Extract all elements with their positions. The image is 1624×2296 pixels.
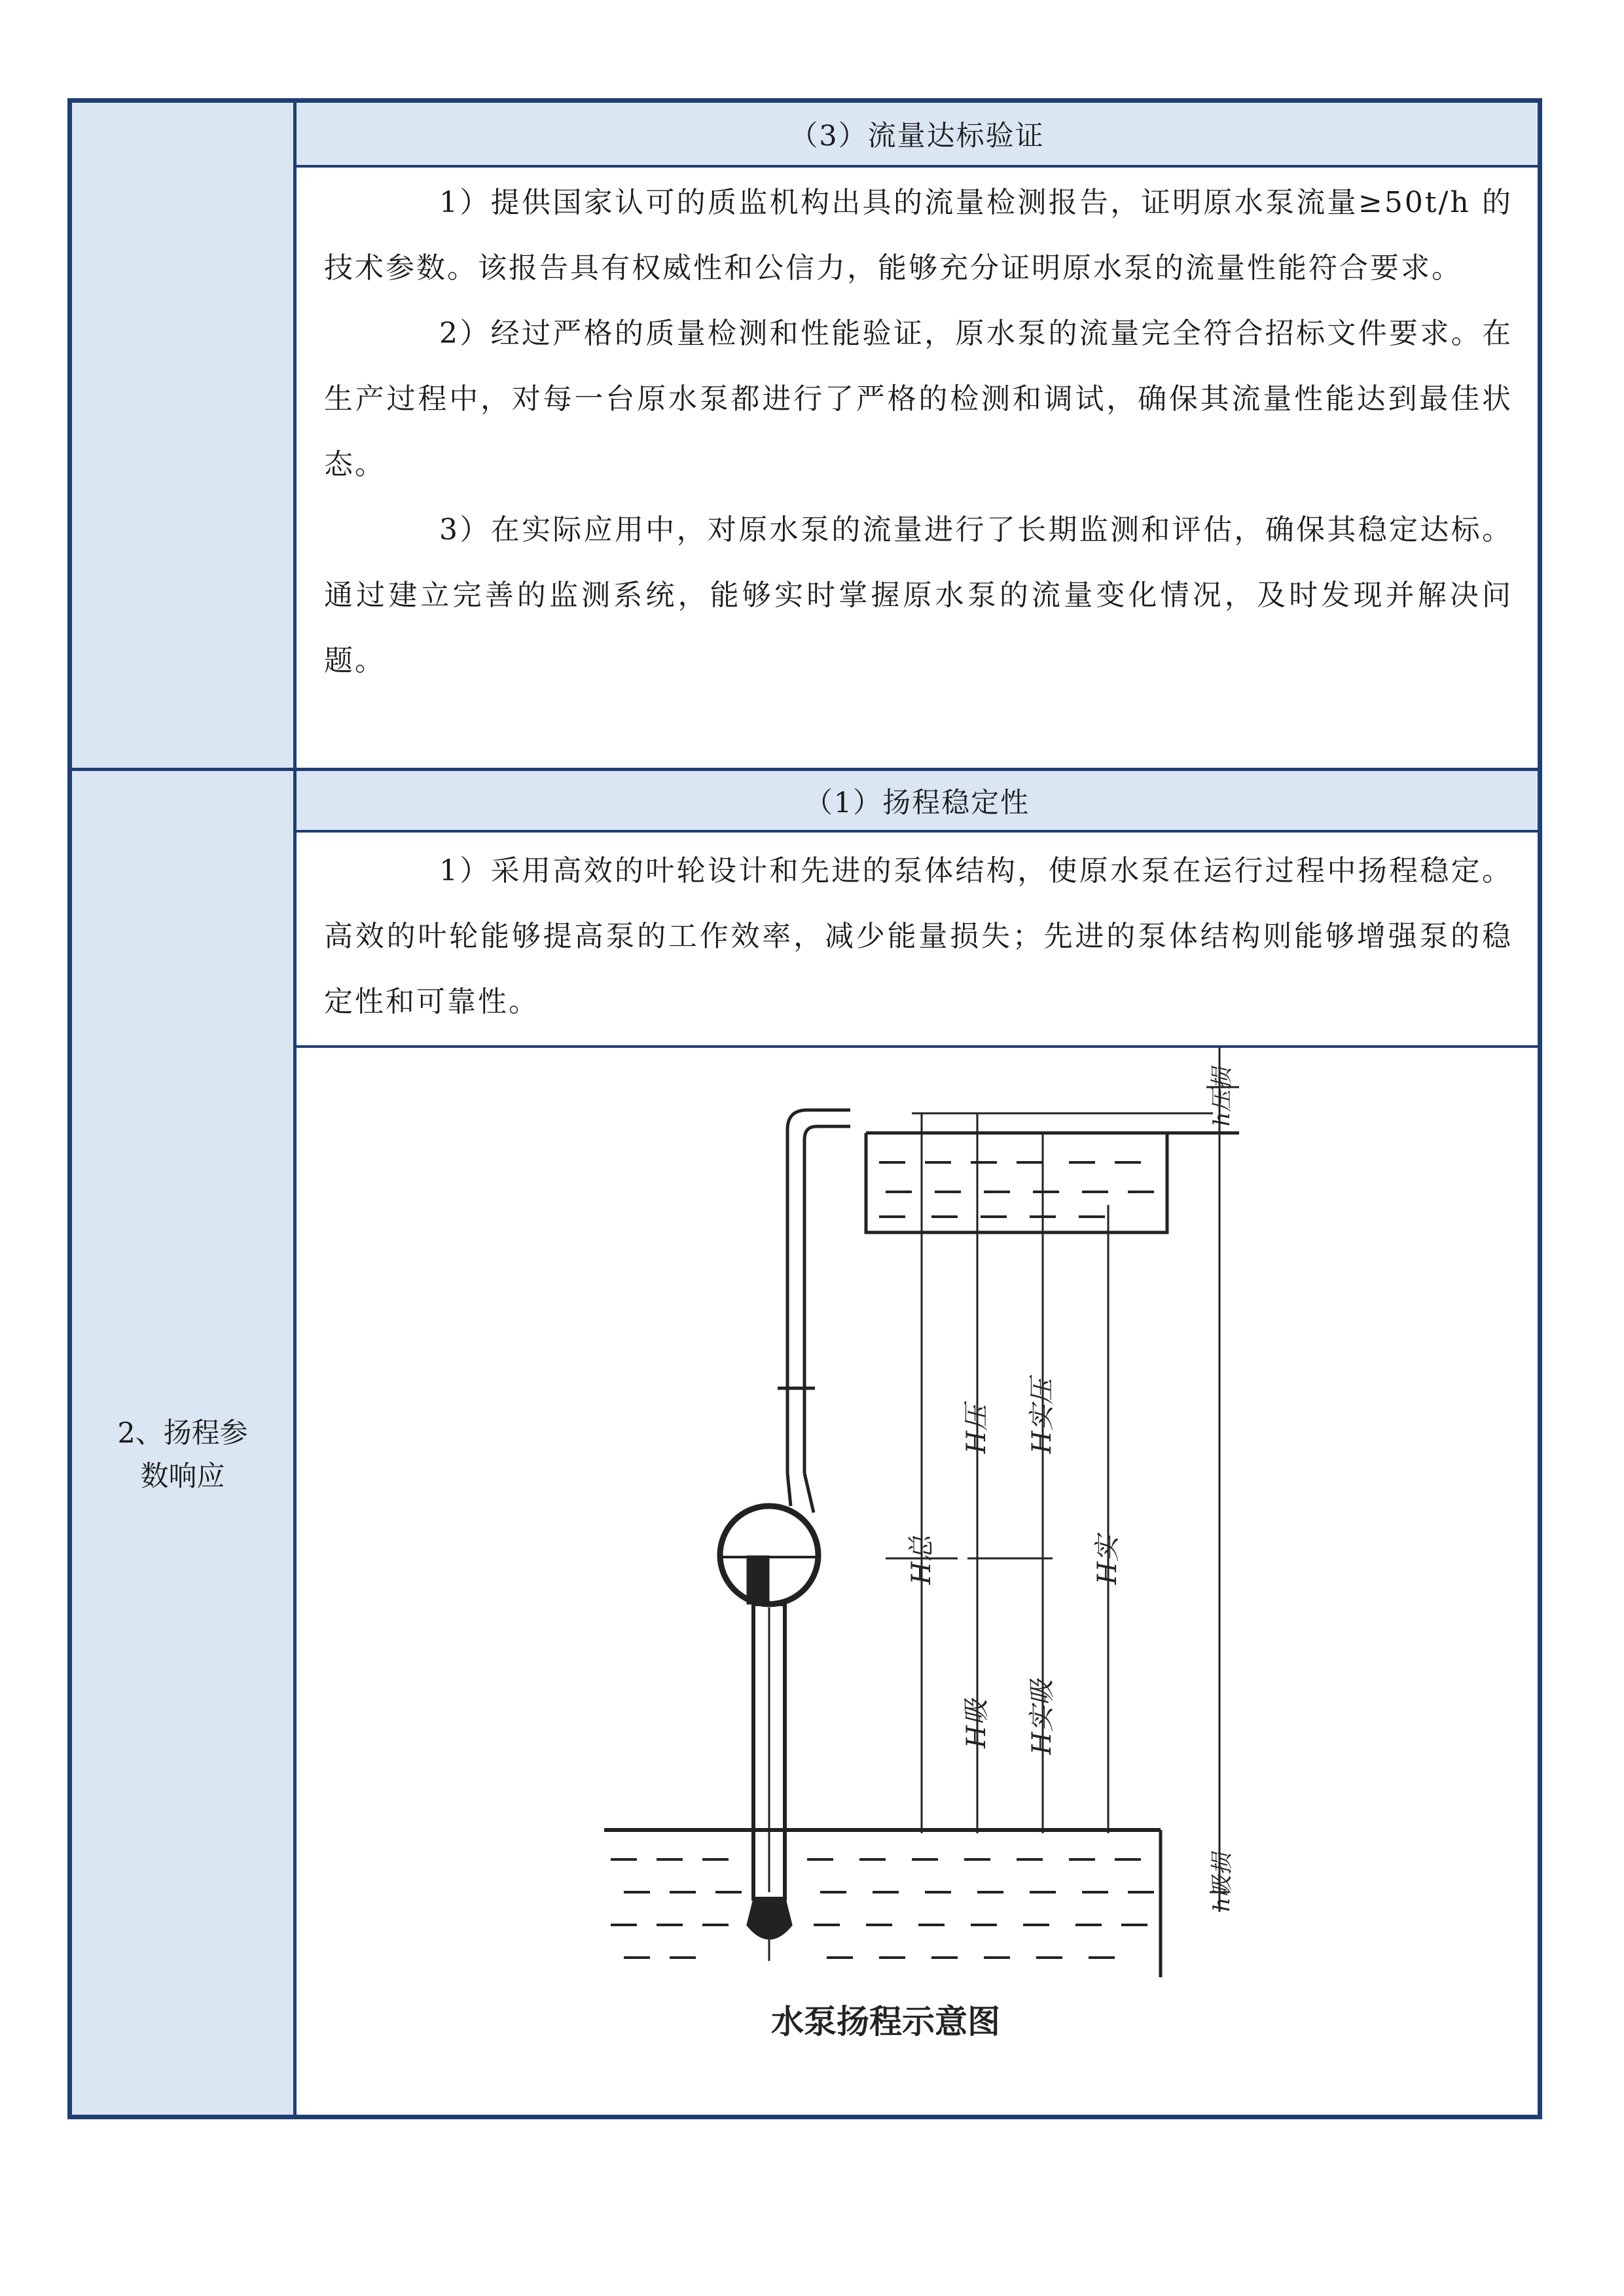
section-heading-head-stability: （1）扬程稳定性	[297, 771, 1538, 830]
section-heading-flow: （3）流量达标验证	[297, 103, 1538, 165]
lower-water-hatch	[611, 1859, 1154, 1958]
label-H-actual-suction: H实吸	[1027, 1679, 1057, 1755]
pipe-transition	[787, 1473, 814, 1513]
row-divider	[297, 830, 1538, 833]
upper-tank	[866, 1133, 1167, 1232]
row-label-head-params	[72, 1412, 293, 1498]
label-H-suction: H吸	[962, 1699, 992, 1748]
diagram-caption: 水泵扬程示意图	[771, 2003, 1000, 2041]
paragraph: 1）提供国家认可的质监机构出具的流量检测报告，证明原水泵流量≥50t/h 的技术参数。该报告具有权威性和公信力，能够充分证明原水泵的流量性能符合要求。	[324, 186, 1513, 285]
pump-head-diagram	[297, 1048, 1538, 2115]
label-H-total: H总	[907, 1535, 937, 1585]
head-stability-text	[324, 838, 1513, 1035]
label-H-actual-press: H实压	[1027, 1378, 1057, 1454]
paragraph: 2）经过严格的质量检测和性能验证，原水泵的流量完全符合招标文件要求。在生产过程中，对每一台原水泵都进行了严格的检测和调试，确保其流量性能达到最佳状态。	[324, 317, 1513, 481]
row-label-line: 2、扬程参	[117, 1417, 248, 1450]
section-divider	[72, 768, 1538, 771]
row-label-line: 数响应	[140, 1460, 225, 1493]
label-h-press-loss: h压损	[1209, 1067, 1235, 1126]
label-H-press: H压	[962, 1405, 992, 1454]
label-H-actual: H实	[1092, 1535, 1123, 1585]
upper-water-hatch	[879, 1162, 1154, 1217]
paragraph: 1）采用高效的叶轮设计和先进的泵体结构，使原水泵在运行过程中扬程稳定。高效的叶轮能够提高泵的工作效率，减少能量损失；先进的泵体结构则能够增强泵的稳定性和可靠性。	[324, 854, 1513, 1018]
form-table	[67, 98, 1542, 2119]
pump-head-diagram-svg	[297, 1048, 1545, 2121]
paragraph: 3）在实际应用中，对原水泵的流量进行了长期监测和评估，确保其稳定达标。通过建立完善的监测系统，能够实时掌握原水泵的流量变化情况，及时发现并解决问题。	[324, 513, 1513, 677]
pump-impeller	[748, 1557, 768, 1603]
row-divider	[297, 165, 1538, 168]
flow-verification-text	[324, 170, 1513, 694]
left-cell-top	[72, 103, 293, 768]
dimension-lines	[886, 1048, 1239, 1912]
discharge-pipe-inner	[804, 1126, 850, 1473]
discharge-pipe-outer	[787, 1110, 850, 1473]
label-h-suction-loss: h吸损	[1209, 1853, 1235, 1912]
